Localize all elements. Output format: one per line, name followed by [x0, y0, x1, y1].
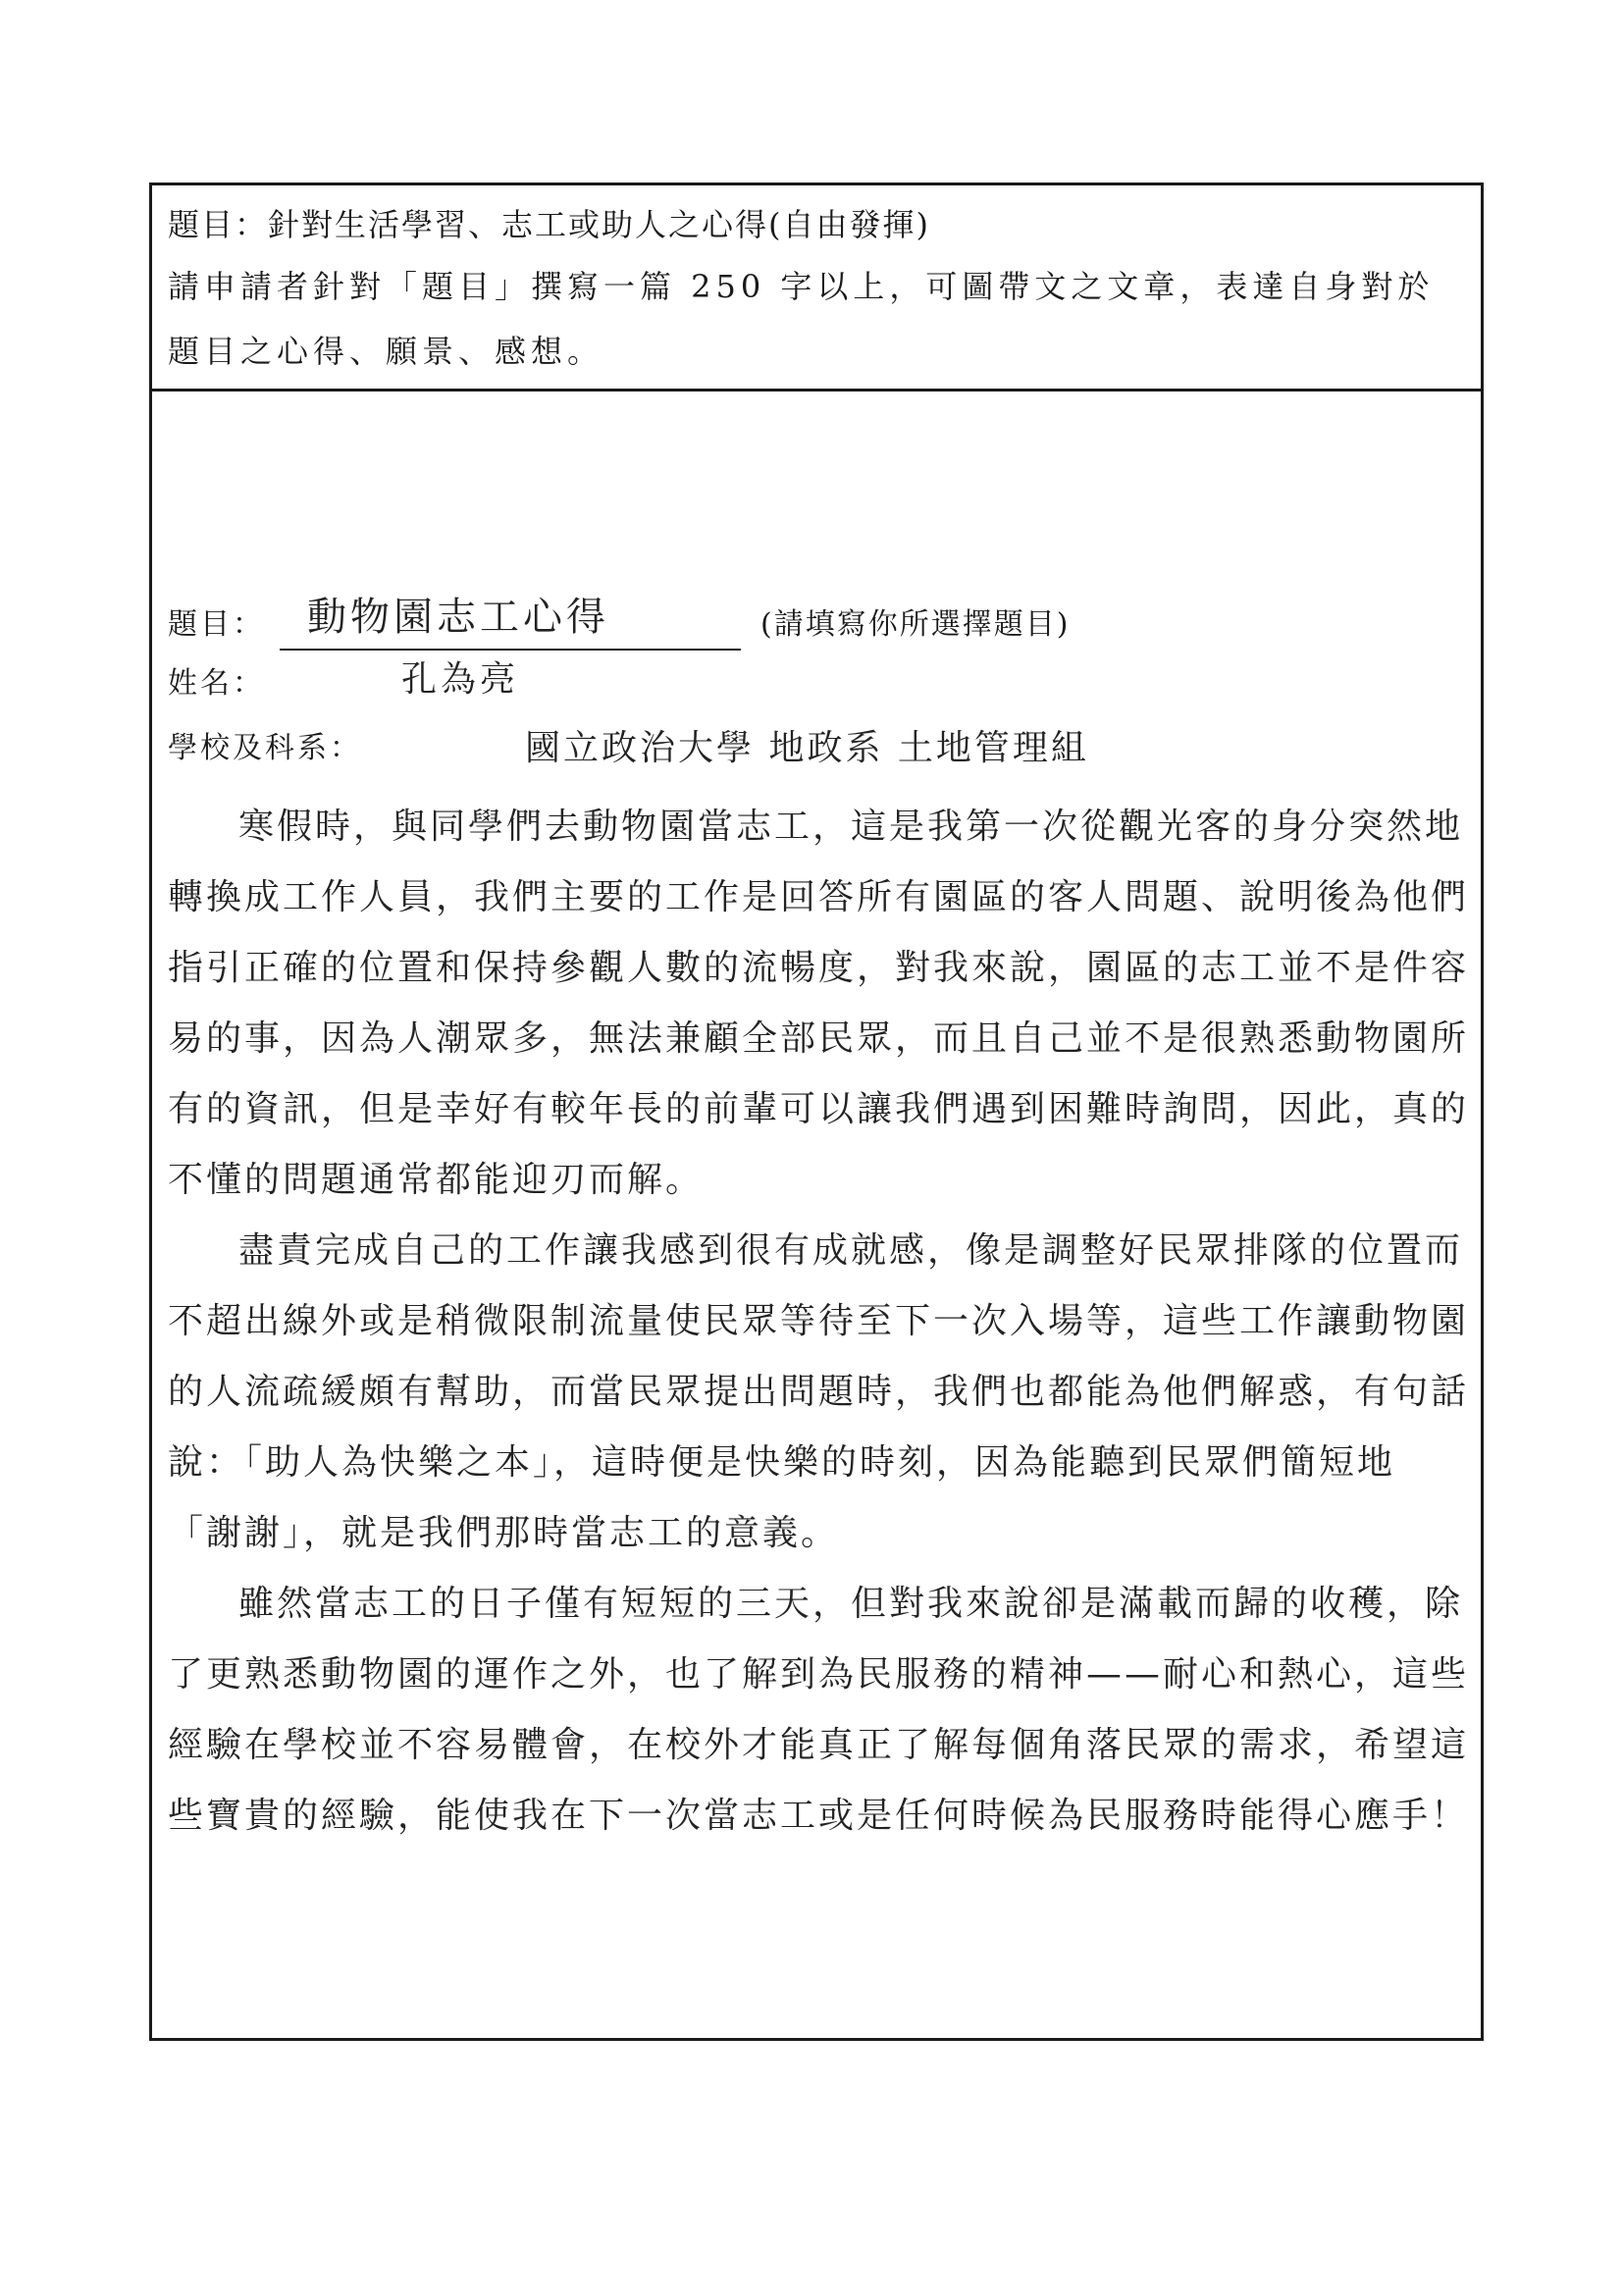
essay-body	[168, 792, 1469, 1852]
instructions-description: 請申請者針對「題目」撰寫一篇 250 字以上，可圖帶文之文章，表達自身對於題目之心得、願景、感想。	[168, 268, 1435, 370]
essay-paragraph: 盡責完成自己的工作讓我感到很有成就感，像是調整好民眾排隊的位置而不超出線外或是稍微限制流量使民眾等待至下一次入場等，這些工作讓動物園的人流疏緩頗有幫助，而當民眾提出問題時，我們也都能為他們解惑，有句話說：「助人為快樂之本」，這時便是快樂的時刻，因為能聽到民眾們簡短地「謝謝」，就是我們那時當志工的意義。	[168, 1230, 1470, 1553]
topic-value: 動物園志工心得	[307, 595, 609, 640]
name-value: 孔為亮	[401, 659, 520, 700]
topic-label: 題目：	[168, 607, 265, 642]
topic-hint: (請填寫你所選擇題目)	[760, 607, 1071, 642]
essay-paragraph: 寒假時，與同學們去動物園當志工，這是我第一次從觀光客的身分突然地轉換成工作人員，我們主要的工作是回答所有園區的客人問題、說明後為他們指引正確的位置和保持參觀人數的流暢度，對我來說，園區的志工並不是件容易的事，因為人潮眾多，無法兼顧全部民眾，而且自己並不是很熟悉動物園所有的資訊，但是幸好有較年長的前輩可以讓我們遇到困難時詢問，因此，真的不懂的問題通常都能迎刃而解。	[168, 807, 1470, 1200]
name-label: 姓名：	[168, 666, 265, 701]
content-area	[152, 391, 1481, 2038]
school-value: 國立政治大學 地政系 土地管理組	[525, 728, 1089, 768]
school-label: 學校及科系：	[168, 731, 362, 765]
instructions-box	[152, 185, 1481, 391]
essay-paragraph: 雖然當志工的日子僅有短短的三天，但對我來說卻是滿載而歸的收穫，除了更熟悉動物園的運作之外，也了解到為民服務的精神——耐心和熱心，這些經驗在學校並不容易體會，在校外才能真正了解每個角落民眾的需求，希望這些寶貴的經驗，能使我在下一次當志工或是任何時候為民服務時能得心應手！	[168, 1584, 1470, 1836]
essay-form	[149, 183, 1484, 2041]
topic-underline	[280, 649, 741, 651]
instructions-title: 題目：針對生活學習、志工或助人之心得(自由發揮)	[168, 206, 930, 243]
